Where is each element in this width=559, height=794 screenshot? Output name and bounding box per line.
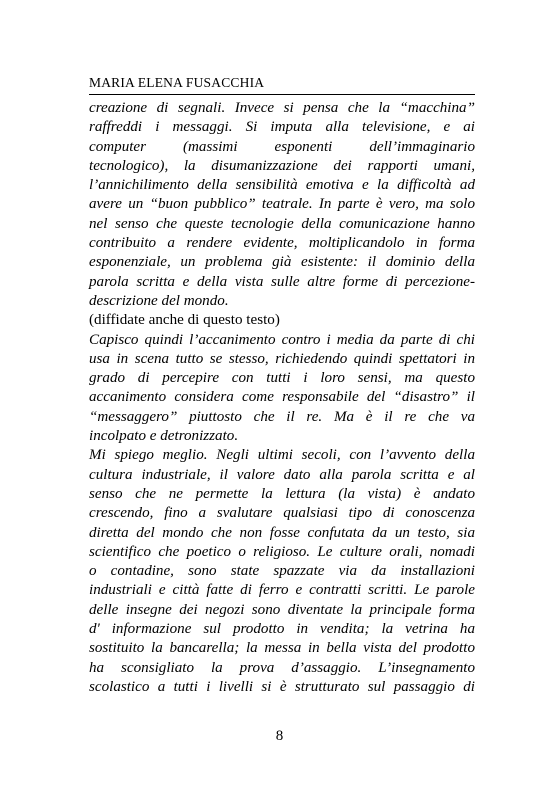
text-line: o contadine, sono state spazzate via da installazioni xyxy=(89,563,475,580)
text-line: diretta del mondo che non fosse confutata da un testo, sia xyxy=(89,524,475,541)
text-line: incolpato e detronizzato. xyxy=(89,428,239,445)
text-line: (diffidate anche di questo testo) xyxy=(89,312,280,329)
header-rule xyxy=(89,94,475,95)
page-number: 8 xyxy=(275,728,284,744)
text-line: Capisco quindi l’accanimento contro i media da parte di chi xyxy=(89,331,475,348)
text-line: raffreddi i messaggi. Si imputa alla televisione, e ai xyxy=(89,119,475,136)
text-line: d' informazione sul prodotto in vendita; la vetrina ha xyxy=(89,621,475,638)
text-line: scientifico che poetico o religioso. Le culture orali, nomadi xyxy=(89,543,475,560)
text-line: scolastico a tutti i livelli si è strutturato sul passaggio di xyxy=(89,678,475,695)
text-line: Mi spiego meglio. Negli ultimi secoli, con l’avvento della xyxy=(89,447,475,464)
text-line: nel senso che queste tecnologie della comunicazione hanno xyxy=(89,215,475,232)
text-line: parola scritta e della vista sulle altre forme di percezione- xyxy=(89,273,475,290)
text-line: contribuito a rendere evidente, moltiplicandolo in forma xyxy=(89,235,475,252)
text-line: grado di percepire con tutti i loro sensi, ma questo xyxy=(89,370,475,387)
text-line: “messaggero” piuttosto che il re. Ma è il re che va xyxy=(89,408,475,425)
text-line: cultura industriale, il valore dato alla parola scritta e al xyxy=(89,466,475,483)
text-line: esponenziale, un problema già esistente: il dominio della xyxy=(89,254,475,271)
text-line: accanimento considera come responsabile del “disastro” il xyxy=(89,389,475,406)
text-line: creazione di segnali. Invece si pensa che la “macchina” xyxy=(89,100,475,116)
text-line: tecnologico), la disumanizzazione dei rapporti umani, xyxy=(89,157,475,174)
text-line: usa in scena tutto se stesso, richiedendo quindi spettatori in xyxy=(89,350,475,367)
paragraph xyxy=(89,331,475,447)
text-line: computer (massimi esponenti dell’immaginario xyxy=(89,138,475,155)
text-line: crescendo, fino a svalutare qualsiasi tipo di conoscenza xyxy=(89,505,475,522)
text-line: delle insegne dei negozi sono diventate la principale forma xyxy=(89,601,475,618)
text-line: avere un “buon pubblico” teatrale. In parte è vero, ma solo xyxy=(89,196,475,213)
text-line: senso che ne permette la lettura (la vista) è andato xyxy=(89,485,475,502)
running-header: MARIA ELENA FUSACCHIA xyxy=(89,75,265,90)
text-line: industriali e città fatte di ferro e contratti scritti. Le parole xyxy=(89,582,475,599)
body-text xyxy=(89,99,475,697)
text-line: l’annichilimento della sensibilità emotiva e la difficoltà ad xyxy=(89,177,475,194)
text-line: descrizione del mondo. xyxy=(89,292,229,309)
text-line: ha sconsigliato la prova d’assaggio. L’insegnamento xyxy=(89,659,475,676)
paragraph xyxy=(89,446,475,697)
paragraph xyxy=(89,311,475,330)
text-line: sostituito la bancarella; la messa in bella vista del prodotto xyxy=(89,640,475,657)
paragraph xyxy=(89,99,475,311)
